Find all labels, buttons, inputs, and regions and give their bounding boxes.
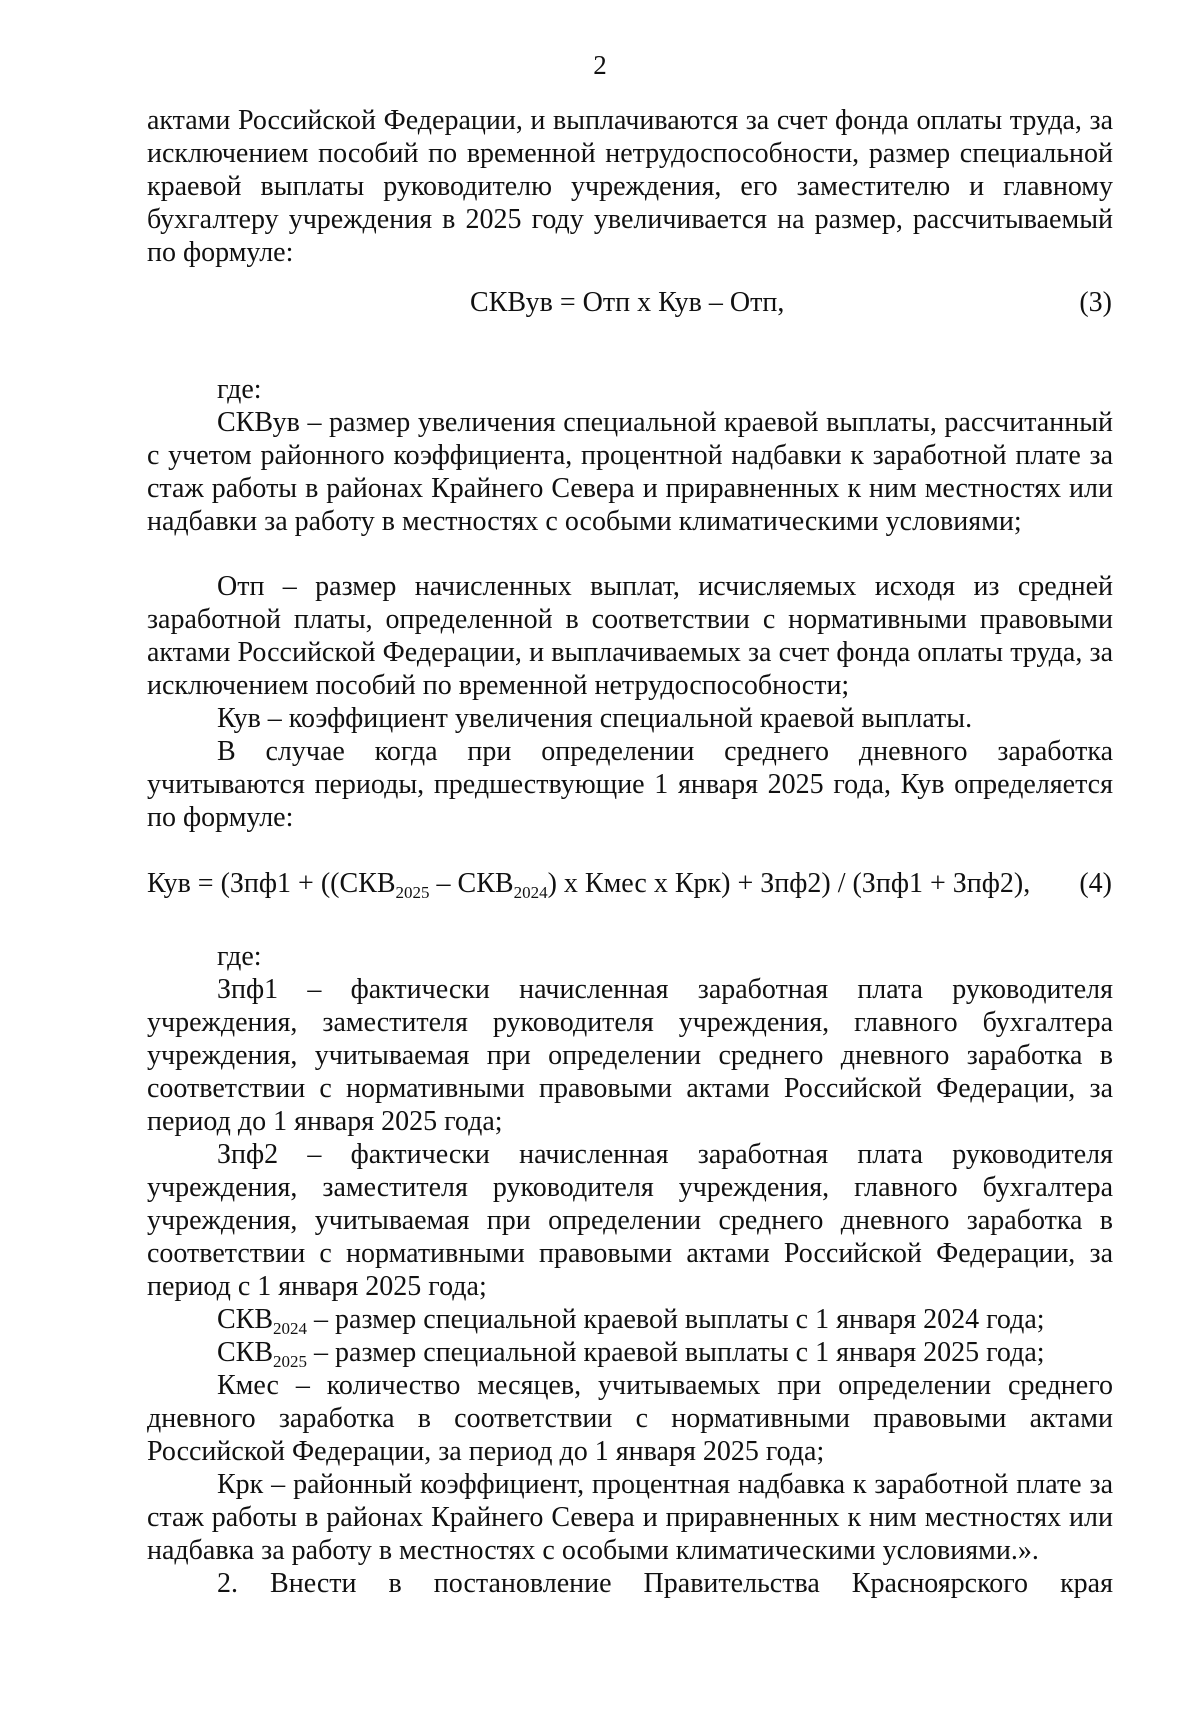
- page-number: 2: [593, 50, 607, 80]
- formula-4-part1: Кув = (Зпф1 + ((СКВ: [147, 868, 396, 899]
- skv2025-symbol: СКВ: [217, 1337, 274, 1368]
- skv2025-text: – размер специальной краевой выплаты с 1 января 2025 года;: [307, 1337, 1045, 1368]
- formula-4-sub1: 2025: [395, 883, 430, 902]
- skv2025-subscript: 2025: [273, 1352, 308, 1371]
- formula-4-expression: [147, 868, 1030, 900]
- formula-4-sub2: 2024: [513, 883, 548, 902]
- paragraph-intro: актами Российской Федерации, и выплачиваются за счет фонда оплаты труда, за исключением пособий по временной нетрудоспособности, размер специальной краевой выплаты руководителю учреждения, его заместителю и главному бухгалтеру учреждения в 2025 году увеличивается на размер, рассчитываемый по формуле:: [147, 105, 1113, 268]
- paragraph-case: В случае когда при определении среднего дневного заработка учитываются периоды, предшествующие 1 января 2025 года, Кув определяется по формуле:: [147, 736, 1113, 833]
- formula-4-part3: ) х Кмес х Крк) + Зпф2) / (Зпф1 + Зпф2),: [547, 868, 1031, 899]
- formula-3-number: (3): [1079, 287, 1112, 318]
- where-label-1: где:: [217, 374, 262, 405]
- definition-skvuv: СКВув – размер увеличения специальной краевой выплаты, рассчитанный с учетом районного коэффициента, процентной надбавки к заработной плате за стаж работы в районах Крайнего Севера и приравненных к ним местностях или надбавки за работу в местностях с особыми климатическими условиями;: [147, 407, 1113, 537]
- definition-skv2025: [147, 1336, 1113, 1369]
- skv2024-text: – размер специальной краевой выплаты с 1 января 2024 года;: [307, 1304, 1045, 1335]
- definition-krk: Крк – районный коэффициент, процентная надбавка к заработной плате за стаж работы в районах Крайнего Севера и приравненных к ним местностях или надбавка за работу в местностях с особыми климатическими условиями.».: [147, 1469, 1113, 1566]
- formula-3-expression: СКВув = Отп х Кув – Отп,: [470, 287, 785, 318]
- definition-kmes: Кмес – количество месяцев, учитываемых при определении среднего дневного заработка в соответствии с нормативными правовыми актами Российской Федерации, за период до 1 января 2025 года;: [147, 1370, 1113, 1467]
- formula-4-number: (4): [1079, 868, 1112, 899]
- skv2024-symbol: СКВ: [217, 1304, 274, 1335]
- definition-otp: Отп – размер начисленных выплат, исчисляемых исходя из средней заработной платы, определенной в соответствии с нормативными правовыми актами Российской Федерации, и выплачиваемых за счет фонда оплаты труда, за исключением пособий по временной нетрудоспособности;: [147, 571, 1113, 701]
- definition-skv2024: [147, 1303, 1113, 1336]
- definition-zpf2: Зпф2 – фактически начисленная заработная плата руководителя учреждения, заместителя руководителя учреждения, главного бухгалтера учреждения, учитываемая при определении среднего дневного заработка в соответствии с нормативными правовыми актами Российской Федерации, за период с 1 января 2025 года;: [147, 1139, 1113, 1302]
- where-label-2: где:: [217, 941, 262, 972]
- paragraph-item-2: 2. Внести в постановление Правительства Красноярского края: [217, 1568, 1113, 1599]
- skv2024-subscript: 2024: [273, 1319, 308, 1338]
- formula-4-part2: – СКВ: [429, 868, 514, 899]
- definition-zpf1: Зпф1 – фактически начисленная заработная плата руководителя учреждения, заместителя руководителя учреждения, главного бухгалтера учреждения, учитываемая при определении среднего дневного заработка в соответствии с нормативными правовыми актами Российской Федерации, за период до 1 января 2025 года;: [147, 974, 1113, 1137]
- definition-kuv: Кув – коэффициент увеличения специальной краевой выплаты.: [217, 703, 973, 734]
